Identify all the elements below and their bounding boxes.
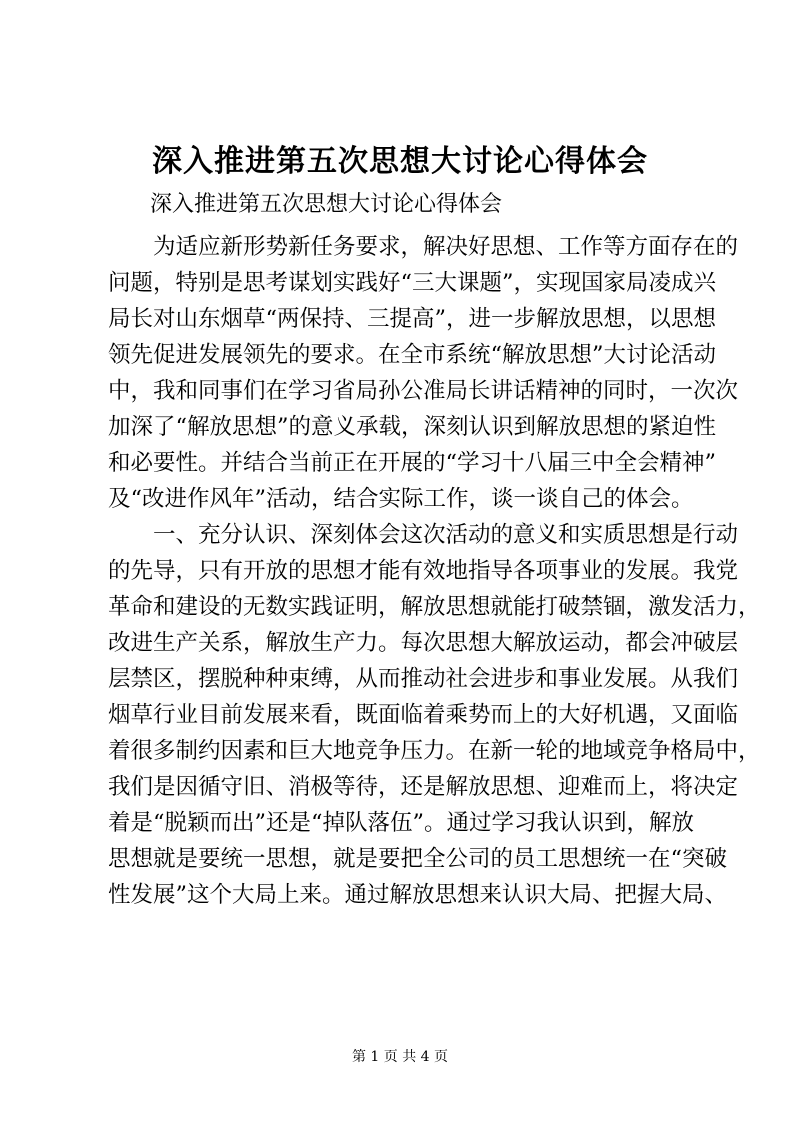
text-line: 改进生产关系，解放生产力。每次思想大解放运动，都会冲破层 [108,630,739,656]
text-line: 局长对山东烟草“两保持、三提高”，进一步解放思想，以思想 [108,306,717,332]
body-text [108,229,761,913]
page-number-footer: 第 1 页 共 4 页 [351,1049,449,1065]
text-line: 为适应新形势新任务要求，解决好思想、工作等方面存在的 [108,234,739,260]
text-line: 的先导，只有开放的思想才能有效地指导各项事业的发展。我党 [108,558,739,584]
text-line: 加深了“解放思想”的意义承载，深刻认识到解放思想的紧迫性 [108,414,717,440]
text-line: 及“改进作风年”活动，结合实际工作，谈一谈自己的体会。 [108,486,694,512]
text-line: 中，我和同事们在学习省局孙公准局长讲话精神的同时，一次次 [108,378,739,404]
text-line: 革命和建设的无数实践证明，解放思想就能打破禁锢，激发活力， [108,594,761,620]
text-line: 领先促进发展领先的要求。在全市系统“解放思想”大讨论活动 [108,342,717,368]
text-line: 我们是因循守旧、消极等待，还是解放思想、迎难而上，将决定 [108,774,739,800]
text-line: 层禁区，摆脱种种束缚，从而推动社会进步和事业发展。从我们 [108,666,739,692]
text-line: 一、充分认识、深刻体会这次活动的意义和实质思想是行动 [108,522,739,548]
document-subtitle: 深入推进第五次思想大讨论心得体会 [150,192,503,217]
text-line: 着很多制约因素和巨大地竞争压力。在新一轮的地域竞争格局中， [108,738,761,764]
text-line: 思想就是要统一思想，就是要把全公司的员工思想统一在“突破 [108,846,728,872]
text-line: 着是“脱颖而出”还是“掉队落伍”。通过学习我认识到，解放 [108,810,695,836]
text-line: 性发展”这个大局上来。通过解放思想来认识大局、把握大局、 [108,882,728,908]
document-title: 深入推进第五次思想大讨论心得体会 [152,144,648,179]
text-line: 问题，特别是思考谋划实践好“三大课题”，实现国家局凌成兴 [108,270,717,296]
text-line: 和必要性。并结合当前正在开展的“学习十八届三中全会精神” [108,450,717,476]
text-line: 烟草行业目前发展来看，既面临着乘势而上的大好机遇，又面临 [108,702,739,728]
